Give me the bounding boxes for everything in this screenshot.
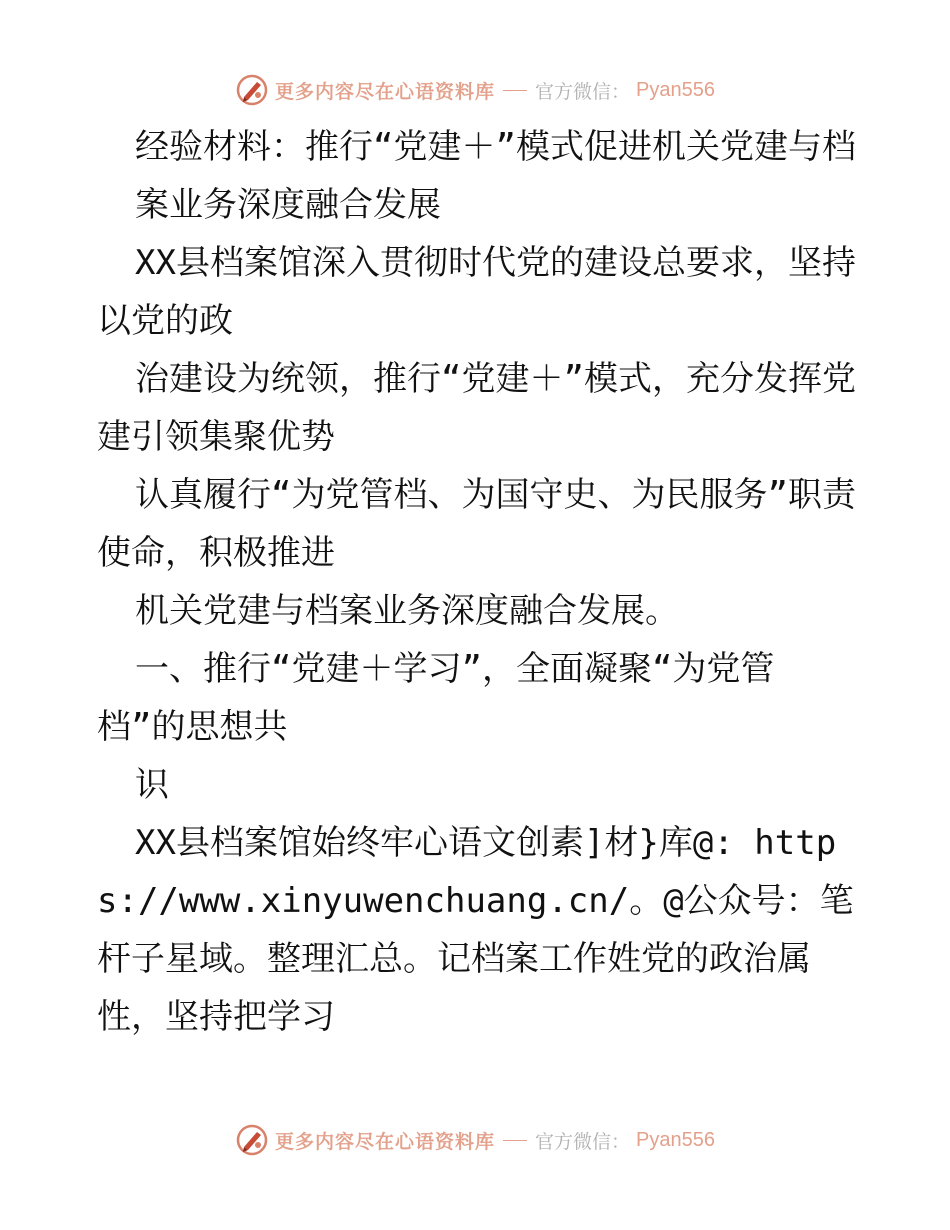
watermark-handle: Pyan556 bbox=[636, 1128, 715, 1151]
doc-line-6: 机关党建与档案业务深度融合发展。 bbox=[135, 591, 679, 631]
watermark-subtext: 官方微信： bbox=[535, 1130, 631, 1153]
watermark-text: 更多内容尽在心语资料库 bbox=[275, 80, 496, 103]
doc-line-5: 认真履行“为党管档、为国守史、为民服务”职责使命，积极推进 bbox=[97, 475, 856, 573]
doc-line-8: 识 bbox=[135, 765, 169, 805]
footer-watermark bbox=[0, 1118, 950, 1162]
document-body bbox=[97, 118, 857, 1046]
doc-line-3: XX县档案馆深入贯彻时代党的建设总要求，坚持以党的政 bbox=[97, 243, 856, 341]
watermark-handle: Pyan556 bbox=[636, 78, 715, 101]
watermark-text: 更多内容尽在心语资料库 bbox=[275, 1130, 496, 1153]
doc-line-4: 治建设为统领，推行“党建＋”模式，充分发挥党建引领集聚优势 bbox=[97, 359, 856, 457]
logo-icon bbox=[235, 73, 269, 107]
doc-line-2: 案业务深度融合发展 bbox=[135, 185, 441, 225]
doc-line-1: 经验材料：推行“党建＋”模式促进机关党建与档 bbox=[135, 127, 856, 167]
doc-line-7: 一、推行“党建＋学习”，全面凝聚“为党管档”的思想共 bbox=[97, 649, 775, 747]
doc-line-9: XX县档案馆始终牢心语文创素]材}库@: https://www.xinyuwenchuang.cn/。@公众号：笔杆子星域。整理汇总。记档案工作姓党的政治属性，坚持把学习 bbox=[97, 823, 854, 1037]
watermark-dash bbox=[503, 1140, 527, 1141]
watermark-subtext: 官方微信： bbox=[535, 80, 631, 103]
header-watermark bbox=[0, 68, 950, 112]
watermark-dash bbox=[503, 90, 527, 91]
logo-icon bbox=[235, 1123, 269, 1157]
